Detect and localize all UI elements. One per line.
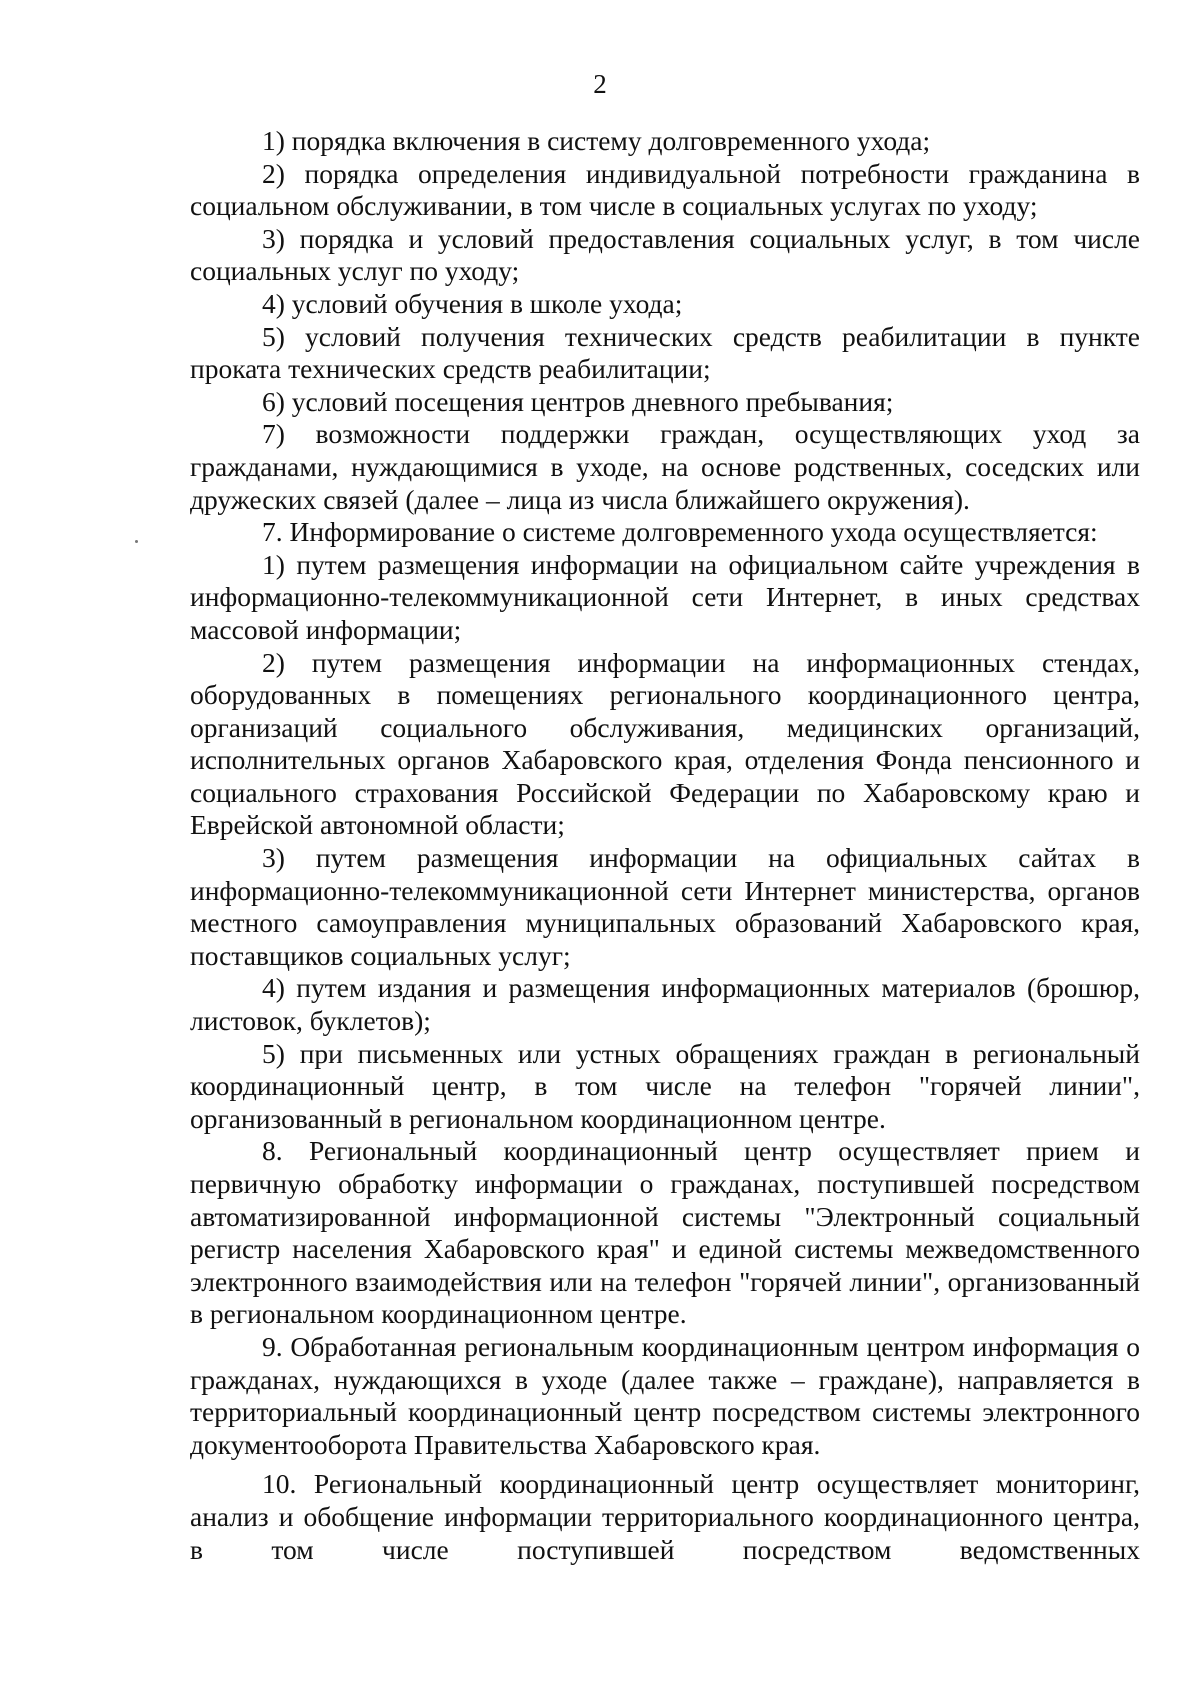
- paragraph-7-1: 1) путем размещения информации на официальном сайте учреждения в информационно-телекоммуникационной сети Интернет, в иных средствах массовой информации;: [190, 548, 1140, 645]
- section-8: 8. Региональный координационный центр осуществляет прием и первичную обработку информации о гражданах, поступившей посредством автоматизированной информационной системы "Электронный социальный регистр населения Хабаровского края" и единой системы межведомственного электронного взаимодействия или на телефон "горячей линии", организованный в региональном координационном центре.: [190, 1135, 1140, 1330]
- paragraph-2: 2) порядка определения индивидуальной потребности гражданина в социальном обслуживании, в том числе в социальных услугах по уходу;: [190, 157, 1140, 222]
- paragraph-5: 5) условий получения технических средств реабилитации в пункте проката технических средств реабилитации;: [190, 320, 1140, 385]
- paragraph-7-3: 3) путем размещения информации на официальных сайтах в информационно-телекоммуникационной сети Интернет министерства, органов местного самоуправления муниципальных образований Хабаровского края, поставщиков социальных услуг;: [190, 842, 1140, 971]
- section-10: 10. Региональный координационный центр осуществляет мониторинг, анализ и обобщение информации территориального координационного центра, в том числе поступившей посредством ведомственных: [190, 1468, 1140, 1565]
- paragraph-6: 6) условий посещения центров дневного пребывания;: [262, 385, 894, 417]
- document-body: [190, 125, 1140, 1566]
- paragraph-3: 3) порядка и условий предоставления социальных услуг, в том числе социальных услуг по уходу;: [190, 222, 1140, 287]
- paragraph-7-4: 4) путем издания и размещения информационных материалов (брошюр, листовок, буклетов);: [190, 972, 1140, 1037]
- section-7-heading: 7. Информирование о системе долговременного ухода осуществляется:: [262, 516, 1098, 548]
- paragraph-1: 1) порядка включения в систему долговременного ухода;: [262, 125, 931, 156]
- paragraph-4: 4) условий обучения в школе ухода;: [262, 287, 683, 319]
- section-9: 9. Обработанная региональным координационным центром информация о гражданах, нуждающихся в уходе (далее также – граждане), направляется в территориальный координационный центр посредством системы электронного документооборота Правительства Хабаровского края.: [190, 1330, 1140, 1460]
- paragraph-7: 7) возможности поддержки граждан, осуществляющих уход за гражданами, нуждающимися в уходе, на основе родственных, соседских или дружеских связей (далее – лица из числа ближайшего окружения).: [190, 418, 1140, 515]
- page-number: 2: [593, 69, 607, 99]
- paragraph-7-2: 2) путем размещения информации на информационных стендах, оборудованных в помещениях регионального координационного центра, организаций социального обслуживания, медицинских организаций, исполнительных органов Хабаровского края, отделения Фонда пенсионного и социального страхования Российской Федерации по Хабаровскому краю и Еврейской автономной области;: [190, 646, 1140, 841]
- paragraph-7-5: 5) при письменных или устных обращениях граждан в региональный координационный центр, в том числе на телефон "горячей линии", организованный в региональном координационном центре.: [190, 1037, 1140, 1134]
- scan-speck: [135, 540, 138, 543]
